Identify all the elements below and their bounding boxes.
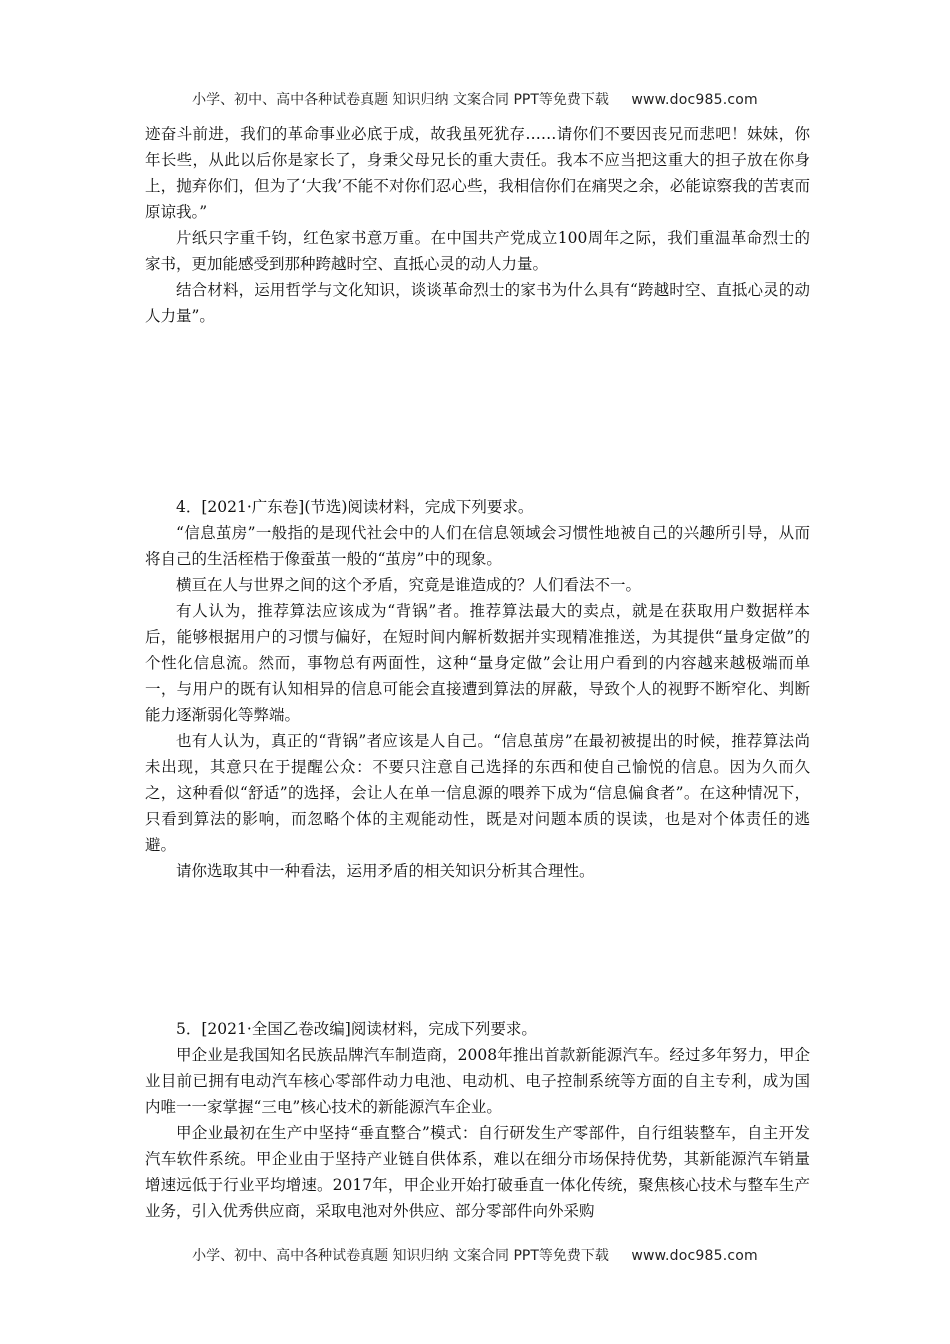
question-title: 5．[2021·全国乙卷改编]阅读材料，完成下列要求。 — [176, 1020, 537, 1038]
paragraph: 甲企业是我国知名民族品牌汽车制造商，2008年推出首款新能源汽车。经过多年努力，甲企业目前已拥有电动汽车核心零部件动力电池、电动机、电子控制系统等方面的自主专利，成为国内唯一一家掌握“三电”核心技术的新能源汽车企业。 — [145, 1046, 810, 1116]
section-question-5 — [145, 1016, 810, 1224]
question-prompt: 请你选取其中一种看法，运用矛盾的相关知识分析其合理性。 — [176, 862, 595, 880]
section-letter-question — [145, 121, 810, 329]
paragraph: 横亘在人与世界之间的这个矛盾，究竟是谁造成的？人们看法不一。 — [176, 576, 642, 594]
paragraph: 也有人认为，真正的“背锅”者应该是人自己。“信息茧房”在最初被提出的时候，推荐算法尚未出现，其意只在于提醒公众：不要只注意自己选择的东西和使自己愉悦的信息。因为久而久之，这种看似“舒适”的选择，会让人在单一信息源的喂养下成为“信息偏食者”。在这种情况下，只看到算法的影响，而忽略个体的主观能动性，既是对问题本质的误读，也是对个体责任的逃避。 — [145, 732, 810, 854]
paragraph: “信息茧房”一般指的是现代社会中的人们在信息领域会习惯性地被自己的兴趣所引导，从而将自己的生活桎梏于像蚕茧一般的“茧房”中的现象。 — [145, 524, 810, 568]
paragraph: 甲企业最初在生产中坚持“垂直整合”模式：自行研发生产零部件，自行组装整车，自主开发汽车软件系统。甲企业由于坚持产业链自供体系，难以在细分市场保持优势，其新能源汽车销量增速远低于行业平均增速。2017年，甲企业开始打破垂直一体化传统，聚焦核心技术与整车生产业务，引入优秀供应商，采取电池对外供应、部分零部件向外采购 — [145, 1124, 810, 1220]
header-site-link[interactable]: www.doc985.com — [631, 92, 758, 108]
question-title: 4．[2021·广东卷](节选)阅读材料，完成下列要求。 — [176, 498, 534, 516]
paragraph: 有人认为，推荐算法应该成为“背锅”者。推荐算法最大的卖点，就是在获取用户数据样本后，能够根据用户的习惯与偏好，在短时间内解析数据并实现精准推送，为其提供“量身定做”的个性化信息流。然而，事物总有两面性，这种“量身定做”会让用户看到的内容越来越极端而单一，与用户的既有认知相异的信息可能会直接遭到算法的屏蔽，导致个人的视野不断窄化、判断能力逐渐弱化等弊端。 — [145, 602, 810, 724]
section-question-4 — [145, 494, 810, 884]
paragraph: 片纸只字重千钧，红色家书意万重。在中国共产党成立100周年之际，我们重温革命烈士的家书，更加能感受到那种跨越时空、直抵心灵的动人力量。 — [145, 229, 810, 273]
header-text: 小学、初中、高中各种试卷真题 知识归纳 文案合同 PPT等免费下载 — [192, 92, 609, 108]
footer-text: 小学、初中、高中各种试卷真题 知识归纳 文案合同 PPT等免费下载 — [192, 1248, 609, 1264]
page-header — [0, 89, 950, 109]
page-footer — [0, 1245, 950, 1265]
footer-site-link[interactable]: www.doc985.com — [631, 1248, 758, 1264]
question-prompt: 结合材料，运用哲学与文化知识，谈谈革命烈士的家书为什么具有“跨越时空、直抵心灵的动人力量”。 — [145, 281, 810, 325]
paragraph: 迹奋斗前进，我们的革命事业必底于成，故我虽死犹存……请你们不要因丧兄而悲吧！妹妹，你年长些，从此以后你是家长了，身秉父母兄长的重大责任。我本不应当把这重大的担子放在你身上，抛弃你们，但为了‘大我’不能不对你们忍心些，我相信你们在痛哭之余，必能谅察我的苦衷而原谅我。” — [145, 125, 810, 221]
